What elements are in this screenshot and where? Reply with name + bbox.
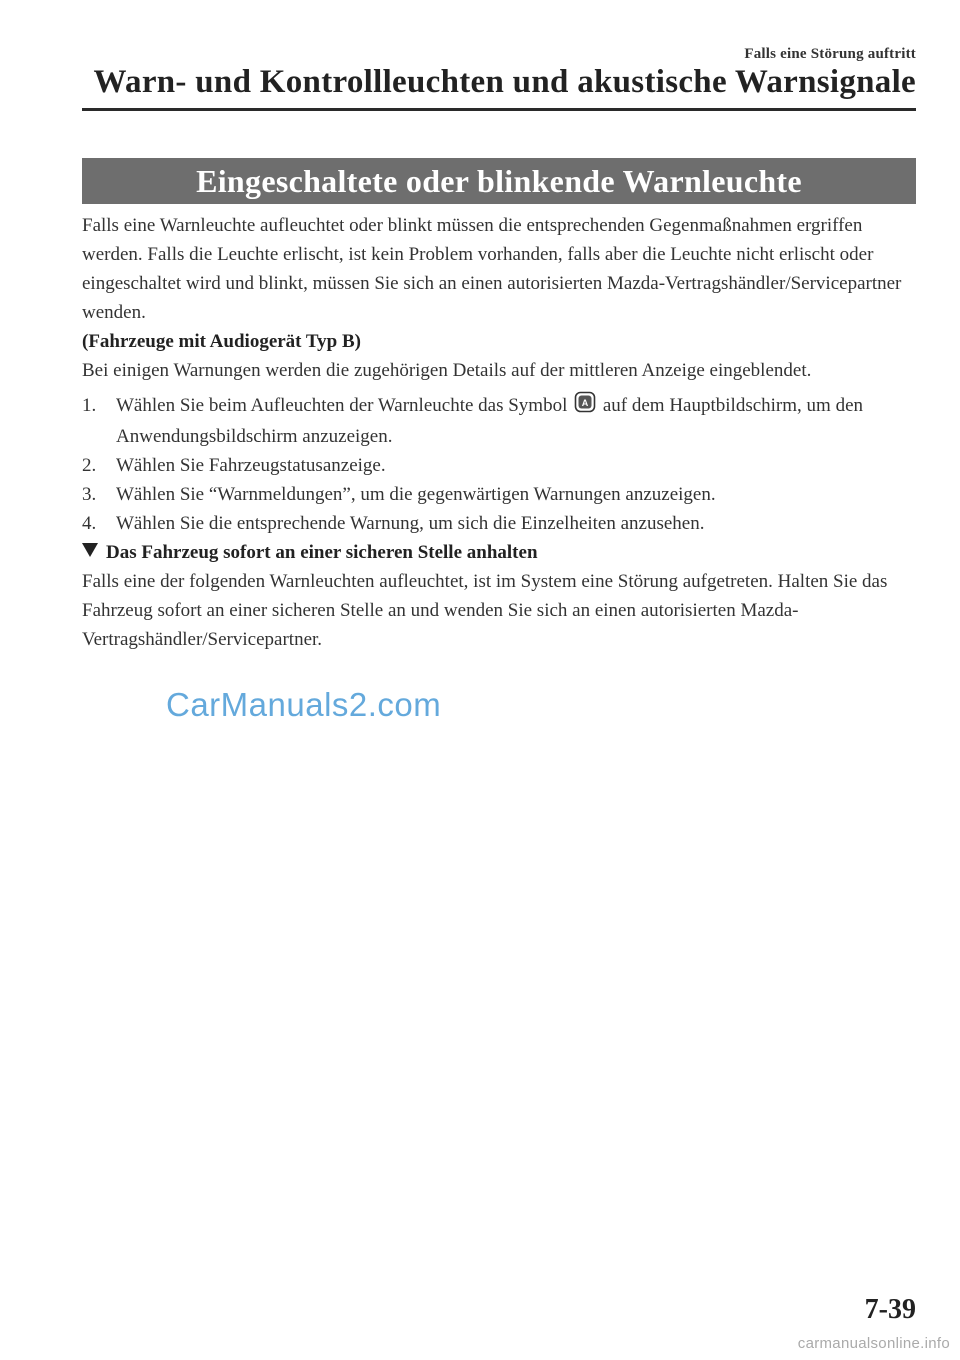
step-text: Wählen Sie die entsprechende Warnung, um sich die Einzelheiten anzusehen.: [116, 513, 705, 534]
step-item: [82, 480, 916, 509]
section-title: Eingeschaltete oder blinkende Warnleuchte: [82, 158, 916, 204]
subsection-heading-text: Das Fahrzeug sofort an einer sicheren Stelle anhalten: [106, 542, 538, 563]
step-text: Wählen Sie beim Aufleuchten der Warnleuchte das Symbol: [116, 395, 568, 416]
application-icon: [574, 391, 596, 422]
svg-text:A: A: [581, 398, 589, 408]
step-item: [82, 451, 916, 480]
header-divider: [82, 108, 916, 111]
step-list: [82, 391, 916, 538]
step-item: [82, 509, 916, 538]
step-number: 4.: [82, 513, 97, 534]
manual-content: [82, 211, 916, 654]
step-text: auf dem Hauptbildschirm, um den Anwendungsbildschirm anzuzeigen.: [116, 395, 863, 447]
step-number: 2.: [82, 455, 97, 476]
triangle-down-icon: [82, 543, 98, 557]
footer-watermark: carmanualsonline.info: [797, 1335, 950, 1352]
subsection-heading: [82, 538, 916, 567]
chapter-title: Falls eine Störung auftritt: [744, 46, 916, 62]
step-text: Wählen Sie Fahrzeugstatusanzeige.: [116, 455, 386, 476]
watermark: CarManuals2.com: [166, 686, 442, 723]
page-number: 7-39: [864, 1294, 916, 1325]
intro-paragraph: Falls eine Warnleuchte aufleuchtet oder blinkt müssen die entsprechenden Gegenmaßnahmen ergriffen werden. Falls die Leuchte erlischt, ist kein Problem vorhanden, falls aber die Leuchte nicht erlischt oder eingeschaltet wird und blinkt, müssen Sie sich an einen autorisierten Mazda-Vertragshändler/Servicepartner wenden.: [82, 215, 902, 323]
step-number: 1.: [82, 395, 97, 416]
page-header-title: Warn- und Kontrollleuchten und akustische Warnsignale: [93, 64, 916, 100]
vehicle-note: (Fahrzeuge mit Audiogerät Typ B): [82, 331, 361, 352]
details-paragraph: Bei einigen Warnungen werden die zugehörigen Details auf der mittleren Anzeige eingeblendet.: [82, 360, 812, 381]
step-text: Wählen Sie “Warnmeldungen”, um die gegenwärtigen Warnungen anzuzeigen.: [116, 484, 716, 505]
step-item: [82, 391, 916, 451]
subsection-paragraph: Falls eine der folgenden Warnleuchten aufleuchtet, ist im System eine Störung aufgetreten. Halten Sie das Fahrzeug sofort an einer sicheren Stelle an und wenden Sie sich an einen autorisierten Mazda-Vertragshändler/Servicepartner.: [82, 571, 888, 650]
step-number: 3.: [82, 484, 97, 505]
